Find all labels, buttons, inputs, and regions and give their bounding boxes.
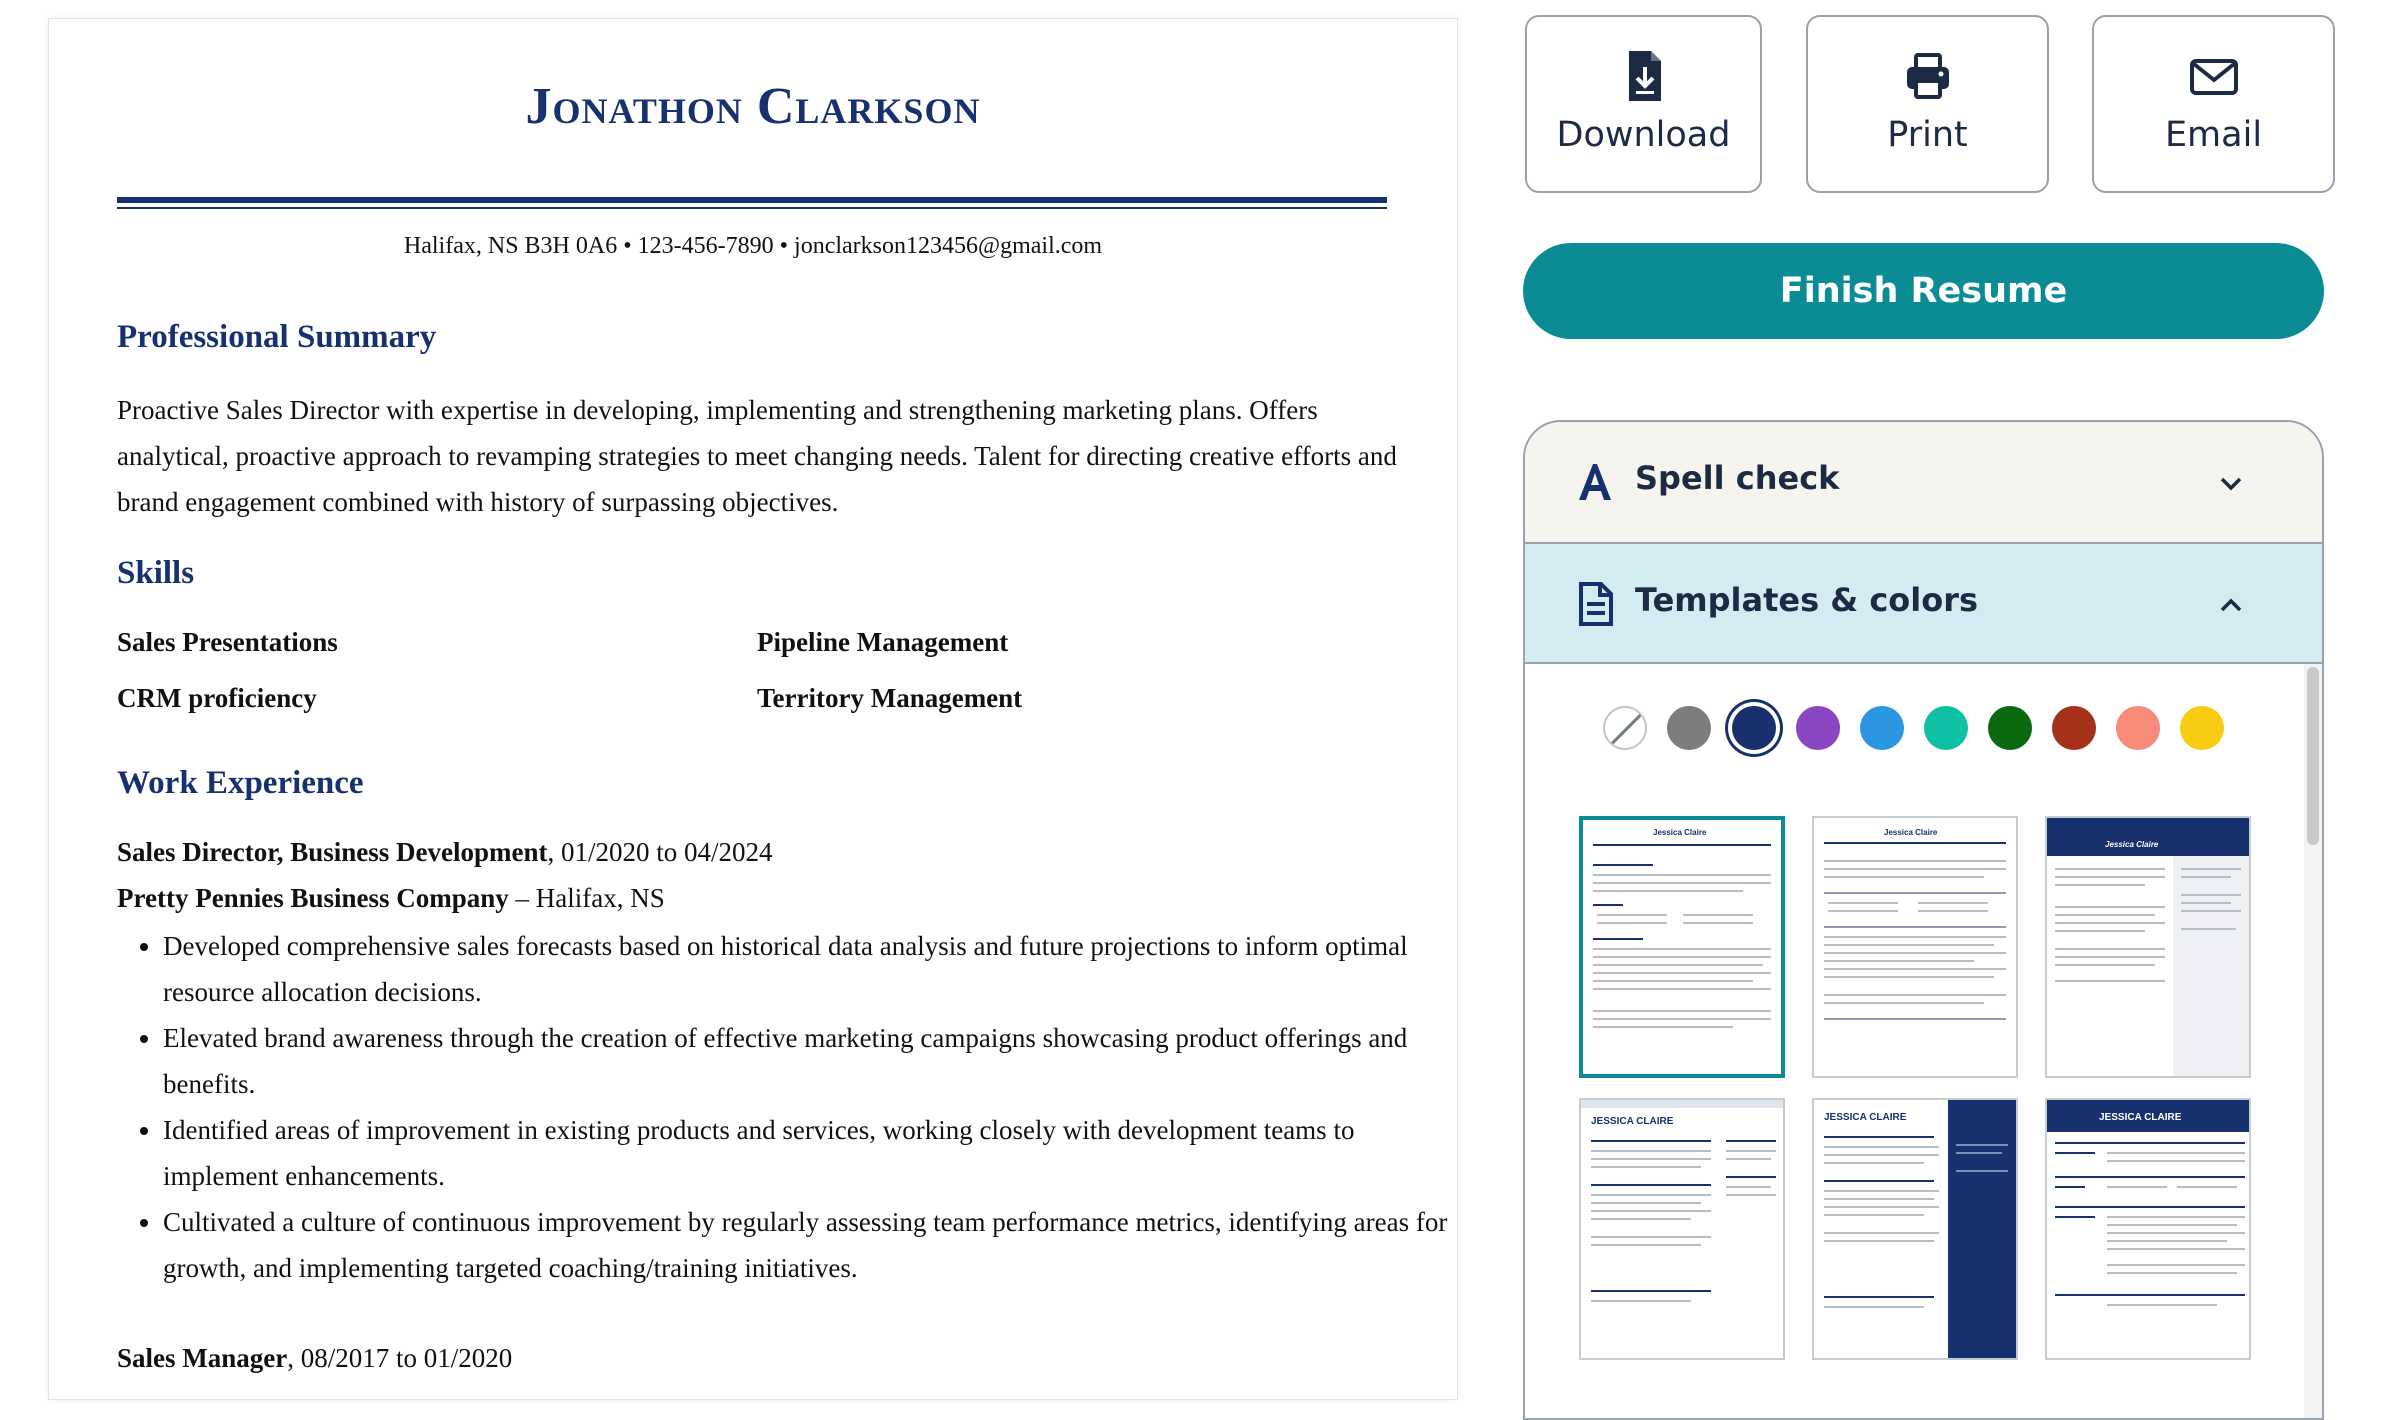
job-title: Sales Manager [117, 1343, 288, 1373]
job-title: Sales Director, Business Development [117, 837, 548, 867]
color-swatch-rust[interactable] [2052, 706, 2096, 750]
summary-text: Proactive Sales Director with expertise in developing, implementing and strengthening marketing plans. Offers analytical, proactive approach to revamping strategies to meet changing needs. Talent for directing creative efforts and brand engagement combined with history of surpassing objectives. [117, 395, 1397, 517]
resume-preview [48, 18, 1458, 1400]
color-swatch-yellow[interactable] [2180, 706, 2224, 750]
template-label: JESSICA CLAIRE [1591, 1116, 1674, 1127]
color-swatch-gray[interactable] [1667, 706, 1711, 750]
finish-resume-button[interactable]: Finish Resume [1523, 243, 2324, 339]
color-swatch-blue[interactable] [1860, 706, 1904, 750]
color-swatches [1525, 704, 2322, 764]
skill-item: Pipeline Management [757, 627, 1009, 657]
download-file-icon [1619, 49, 1669, 103]
header-rule-thin [117, 207, 1387, 209]
tools-panel [1523, 420, 2324, 1420]
template-thumbnail[interactable] [2045, 816, 2251, 1078]
template-thumbnail[interactable] [1812, 1098, 2018, 1360]
job-title-line [117, 837, 773, 868]
contact-email: jonclarkson123456@gmail.com [794, 233, 1103, 259]
template-label: JESSICA CLAIRE [1824, 1112, 1907, 1123]
printer-icon [1903, 49, 1953, 103]
color-swatch-salmon[interactable] [2116, 706, 2160, 750]
job-company: Pretty Pennies Business Company [117, 883, 509, 913]
skills-heading: Skills [117, 555, 195, 591]
job-bullet: • Developed comprehensive sales forecasts based on historical data analysis and future projections to inform optimal resource allocation decisions. [163, 923, 1463, 1015]
chevron-up-icon [2218, 592, 2244, 618]
color-swatch-navy[interactable] [1732, 706, 1776, 750]
letter-a-icon [1575, 460, 1615, 504]
email-button[interactable] [2092, 15, 2335, 193]
template-thumbnail[interactable] [1579, 816, 1785, 1078]
download-label: Download [1556, 115, 1731, 155]
templates-colors-title: Templates & colors [1635, 581, 1979, 619]
resume-name: Jonathon Clarkson [525, 78, 981, 135]
contact-phone: 123-456-7890 [637, 233, 774, 259]
job-bullet: • Identified areas of improvement in existing products and services, working closely with development teams to implement enhancements. [163, 1107, 1463, 1199]
download-button[interactable] [1525, 15, 1762, 193]
job-location: – Halifax, NS [508, 883, 665, 913]
template-label: Jessica Claire [1884, 828, 1938, 837]
print-label: Print [1887, 115, 1968, 155]
job-bullet: • Elevated brand awareness through the creation of effective marketing campaigns showcasing product offerings and benefits. [163, 1015, 1463, 1107]
spell-check-title: Spell check [1635, 459, 1840, 497]
color-swatch-green[interactable] [1988, 706, 2032, 750]
email-label: Email [2164, 115, 2263, 155]
color-swatch-none[interactable] [1603, 706, 1647, 750]
contact-separator: • [779, 233, 789, 259]
spell-check-accordion[interactable] [1525, 422, 2322, 544]
contact-separator: • [623, 233, 632, 259]
color-swatch-purple[interactable] [1796, 706, 1840, 750]
templates-colors-accordion[interactable] [1525, 544, 2322, 664]
skill-item: Territory Management [757, 683, 1023, 713]
job-bullets [117, 923, 1463, 1291]
job-bullet: • Cultivated a culture of continuous improvement by regularly assessing team performance metrics, identifying areas for growth, and implementing targeted coaching/training initiatives. [163, 1199, 1463, 1291]
print-button[interactable] [1806, 15, 2049, 193]
job-company-line [117, 883, 665, 914]
job-title-line [117, 1343, 512, 1374]
header-rule [117, 197, 1387, 203]
template-thumbnail[interactable] [2045, 1098, 2251, 1360]
template-thumbnail[interactable] [1579, 1098, 1785, 1360]
envelope-icon [2189, 49, 2239, 103]
contact-line [49, 233, 1457, 260]
skill-item: CRM proficiency [117, 683, 317, 713]
job-dates: , 01/2020 to 04/2024 [547, 837, 773, 867]
chevron-down-icon [2218, 470, 2244, 496]
job-dates: , 08/2017 to 01/2020 [287, 1343, 513, 1373]
template-label: JESSICA CLAIRE [2099, 1112, 2182, 1123]
scrollbar-thumb[interactable] [2307, 667, 2319, 845]
template-label: Jessica Claire [1653, 828, 1707, 837]
template-label: Jessica Claire [2105, 840, 2159, 849]
template-thumbnail[interactable] [1812, 816, 2018, 1078]
contact-location: Halifax, NS B3H 0A6 [403, 233, 618, 259]
document-template-icon [1575, 582, 1615, 626]
summary-heading: Professional Summary [117, 319, 437, 355]
color-swatch-teal[interactable] [1924, 706, 1968, 750]
experience-heading: Work Experience [117, 765, 364, 801]
skill-item: Sales Presentations [117, 627, 338, 657]
